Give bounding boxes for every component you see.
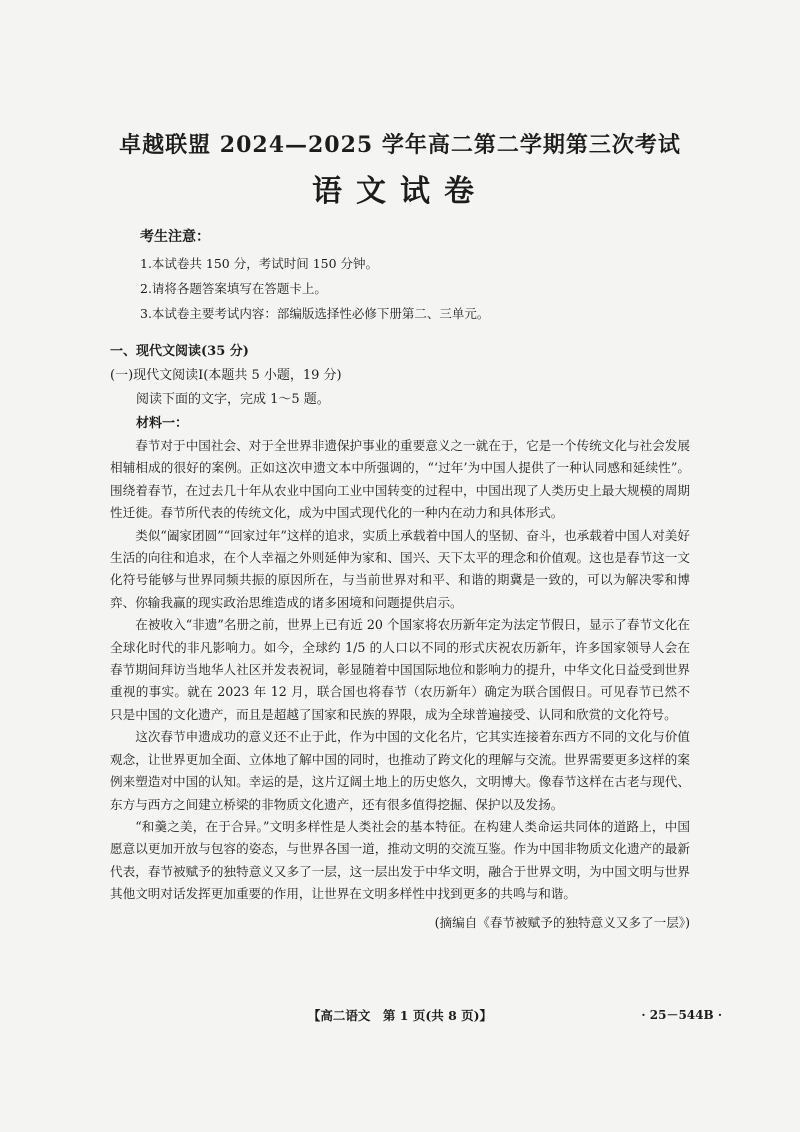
reading-instruction: 阅读下面的文字，完成 1～5 题。: [136, 392, 330, 407]
material-label: 材料一：: [136, 416, 189, 431]
exam-subtitle: 语文试卷: [312, 174, 488, 209]
material-paragraph-1: 春节对于中国社会、对于全世界非遗保护事业的重要意义之一就在于，它是一个传统文化与社会发展相辅相成的很好的案例。正如这次申遗文本中所强调的，“‘过年’为中国人提供了一种认同感和延续性”。围绕着春节，在过去几十年从农业中国向工业中国转变的过程中，中国出现了人类历史上最大规模的周期性迁徙。春节所代表的传统文化，成为中国式现代化的一种内在动力和具体形式。: [110, 438, 690, 521]
notice-item-1: 1.本试卷共 150 分，考试时间 150 分钟。: [140, 256, 379, 271]
notice-item-3: 3.本试卷主要考试内容：部编版选择性必修下册第二、三单元。: [140, 306, 490, 321]
notice-item-2: 2.请将各题答案填写在答题卡上。: [140, 281, 327, 296]
material-paragraph-3: 在被收入“非遗”名册之前，世界上已有近 20 个国家将农历新年定为法定节假日，显示了春节文化在全球化时代的非凡影响力。如今，全球约 1/5 的人口以不同的形式庆祝农历新年，许多国家领导人会在春节期间拜访当地华人社区并发表祝词，彰显随着中国国际地位和影响力的提升，中华文化日益受到世界重视的事实。就在 2023 年 12 月，联合国也将春节（农历新年）确定为联合国假日。可见春节已然不只是中国的文化遗产，而且是超越了国家和民族的界限，成为全球普遍接受、认同和欣赏的文化符号。: [110, 617, 690, 722]
page-footer: 【高二语文 第 1 页(共 8 页)】: [307, 1008, 493, 1023]
material-paragraph-5: “和羹之美，在于合异。”文明多样性是人类社会的基本特征。在构建人类命运共同体的道路上，中国愿意以更加开放与包容的姿态，与世界各国一道，推动文明的交流互鉴。作为中国非物质文化遗产的最新代表，春节被赋予的独特意义又多了一层，这一层出发于中华文明，融合于世界文明，为中国文明与世界其他文明对话发挥更加重要的作用，让世界在文明多样性中找到更多的共鸣与和谐。: [110, 818, 690, 902]
candidate-notice: [140, 226, 700, 329]
subsection-heading: (一)现代文阅读Ⅰ(本题共 5 小题，19 分): [110, 368, 342, 383]
exam-title: 卓越联盟 2024—2025 学年高二第二学期第三次考试: [119, 132, 681, 158]
reading-section: [110, 340, 690, 931]
section-heading: 一、现代文阅读(35 分): [110, 344, 249, 359]
material-source: (摘编自《春节被赋予的独特意义又多了一层》): [434, 914, 690, 930]
notice-heading: 考生注意：: [140, 229, 210, 245]
material-paragraph-4: 这次春节申遗成功的意义还不止于此，作为中国的文化名片，它其实连接着东西方不同的文化与价值观念，让世界更加全面、立体地了解中国的同时，也推动了跨文化的理解与交流。世界需要更多这样的案例来塑造对中国的认知。幸运的是，这片辽阔土地上的历史悠久，文明博大。像春节这样在古老与现代、东方与西方之间建立桥梁的非物质文化遗产，还有很多值得挖掘、保护以及发扬。: [110, 729, 690, 812]
material-paragraph-2: 类似“阖家团圆”“回家过年”这样的追求，实质上承载着中国人的坚韧、奋斗，也承载着中国人对美好生活的向往和追求，在个人幸福之外则延伸为家和、国兴、天下太平的理念和价值观。这也是春节这一文化符号能够与世界同频共振的原因所在，与当前世界对和平、和谐的期冀是一致的，可以为解决零和博弈、你输我赢的现实政治思维造成的诸多困境和问题提供启示。: [110, 527, 690, 610]
exam-code: · 25－544B ·: [641, 1008, 722, 1022]
